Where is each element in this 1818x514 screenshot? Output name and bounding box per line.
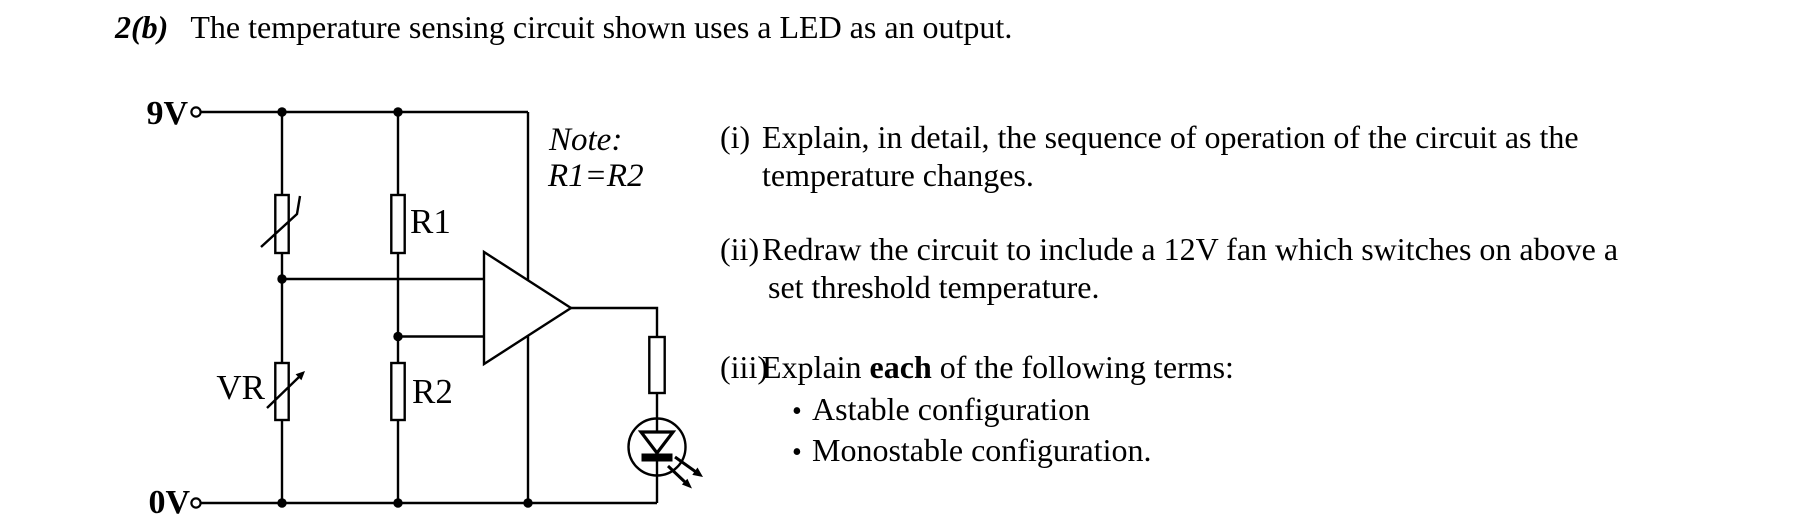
led-cathode-bar [642,454,673,462]
bullet-item-monostable [792,431,1234,472]
question-i-line2: temperature changes. [762,157,1034,193]
bullet-item-astable [792,390,1234,431]
question-ii [720,230,1618,306]
question-iii-label: (iii) [720,349,768,385]
question-ii-body [762,230,1618,306]
bullet-icon: • [792,437,802,468]
resistor-r1-body [391,195,404,253]
question-title-text: The temperature sensing circuit shown uses a LED as an output. [190,9,1013,45]
output-resistor-body [649,337,664,393]
variable-resistor-vr-body [275,363,288,420]
question-ii-label: (ii) [720,231,760,267]
r2-label: R2 [412,372,453,411]
question-i-body [762,118,1579,194]
terminal-0v [191,498,200,507]
question-iii-intro [762,348,1234,386]
note-label-line1: Note: [549,122,623,158]
rail-0v-label: 0V [148,484,190,514]
question-iii-intro-suffix: of the following terms: [931,349,1234,385]
bullet-monostable-text: Monostable configuration. [812,432,1152,468]
question-number: 2(b) [115,9,169,45]
question-iii-body [762,348,1234,472]
question-i [720,118,1579,194]
question-ii-line1: Redraw the circuit to include a 12V fan which switches on above a [762,231,1619,267]
r1-label: R1 [410,202,451,241]
resistor-r2-body [391,363,404,420]
circuit-diagram [0,0,740,514]
question-i-label: (i) [720,119,751,155]
note-label-line2: R1=R2 [548,158,644,194]
rail-9v-label: 9V [146,95,188,132]
bullet-astable-text: Astable configuration [812,391,1091,427]
bullet-icon: • [792,396,802,427]
vr-label: VR [216,368,265,407]
terminal-9v [191,107,200,116]
question-iii-intro-bold: each [869,349,932,385]
question-ii-line2: set threshold temperature. [768,269,1100,305]
question-iii [720,348,1234,472]
question-i-line1: Explain, in detail, the sequence of operation of the circuit as the [762,119,1579,155]
question-iii-intro-prefix: Explain [762,349,870,385]
